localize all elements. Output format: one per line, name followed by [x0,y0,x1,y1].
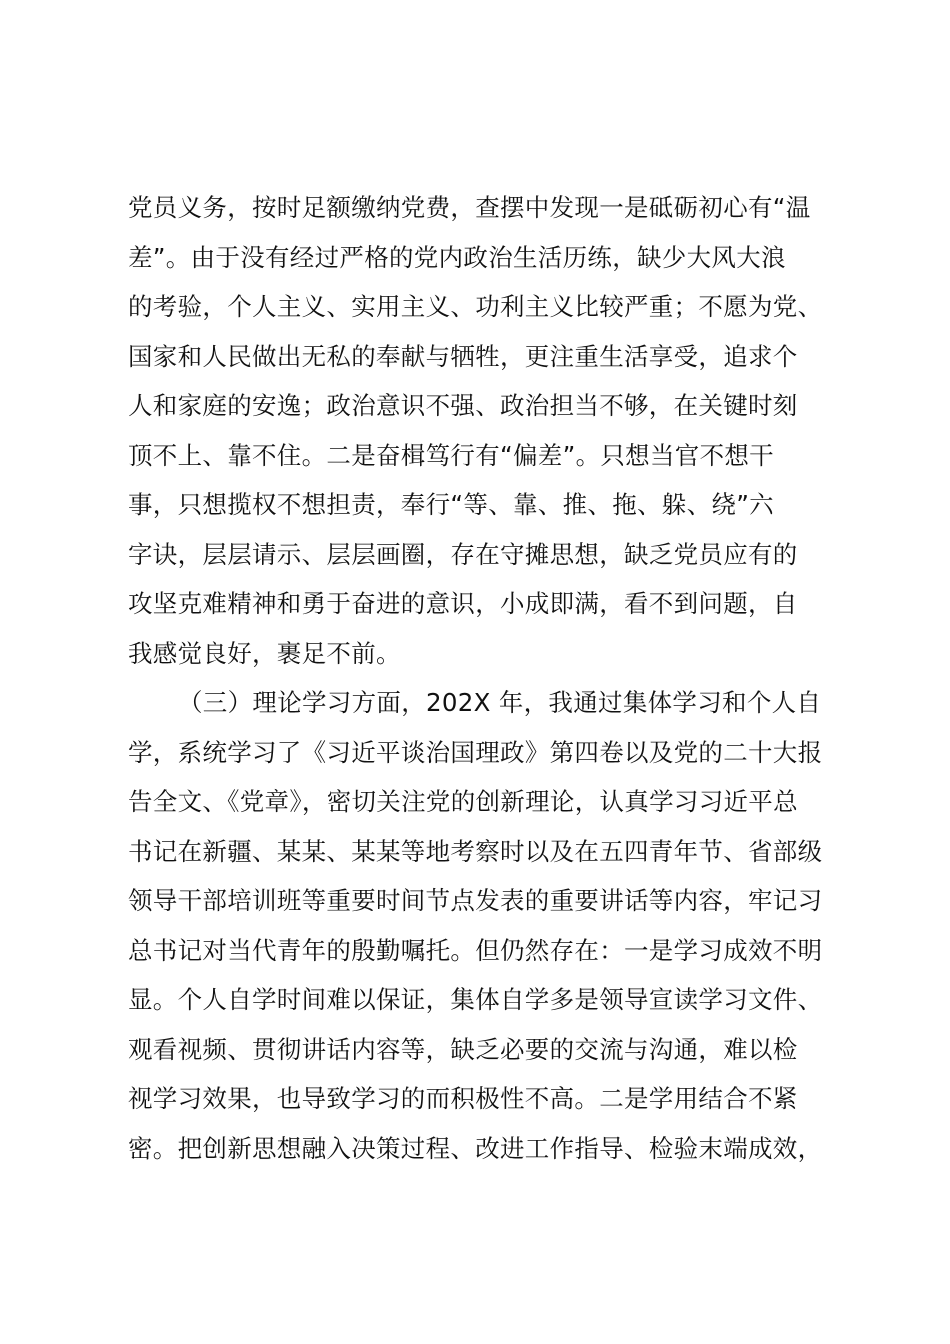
text-line: 视学习效果，也导致学习的而积极性不高。二是学用结合不紧 [128,1084,798,1113]
text-line: 书记在新疆、某某、某某等地考察时以及在五四青年节、省部级 [128,836,823,866]
text-line: 党员义务，按时足额缴纳党费，查摆中发现一是砥砺初心有“温 [128,193,811,222]
text-line: 总书记对当代青年的殷勤嘱托。但仍然存在：一是学习成效不明 [128,935,823,965]
text-line: 顶不上、靠不住。二是奋楫笃行有“偏差”。只想当官不想干 [128,440,774,470]
text-line: 的考验，个人主义、实用主义、功利主义比较严重；不愿为党、 [128,292,823,321]
text-line: 事，只想揽权不想担责，奉行“等、靠、推、拖、躲、绕”六 [128,490,774,519]
text-line: 学，系统学习了《习近平谈治国理政》第四卷以及党的二十大报 [128,737,823,767]
text-line: 国家和人民做出无私的奉献与牺牲，更注重生活享受，追求个 [128,341,798,371]
text-line: 告全文、《党章》，密切关注党的创新理论，认真学习习近平总 [128,787,798,816]
document-body [128,183,848,1173]
text-line: 观看视频、贯彻讲话内容等，缺乏必要的交流与沟通，难以检 [128,1034,798,1064]
text-line: 领导干部培训班等重要时间节点发表的重要讲话等内容，牢记习 [128,886,823,915]
text-line: 密。把创新思想融入决策过程、改进工作指导、检验末端成效， [128,1133,823,1163]
paragraph-start-line: （三）理论学习方面，202X 年，我通过集体学习和个人自 [178,688,822,717]
text-line: 显。个人自学时间难以保证，集体自学多是领导宣读学习文件、 [128,985,823,1014]
text-line: 差”。由于没有经过严格的党内政治生活历练，缺少大风大浪 [128,242,786,272]
text-line: 我感觉良好，裹足不前。 [128,638,401,668]
text-line: 字诀，层层请示、层层画圈，存在守摊思想，缺乏党员应有的 [128,539,798,569]
text-line: 攻坚克难精神和勇于奋进的意识，小成即满，看不到问题，自 [128,589,798,618]
text-line: 人和家庭的安逸；政治意识不强、政治担当不够，在关键时刻 [128,391,798,420]
